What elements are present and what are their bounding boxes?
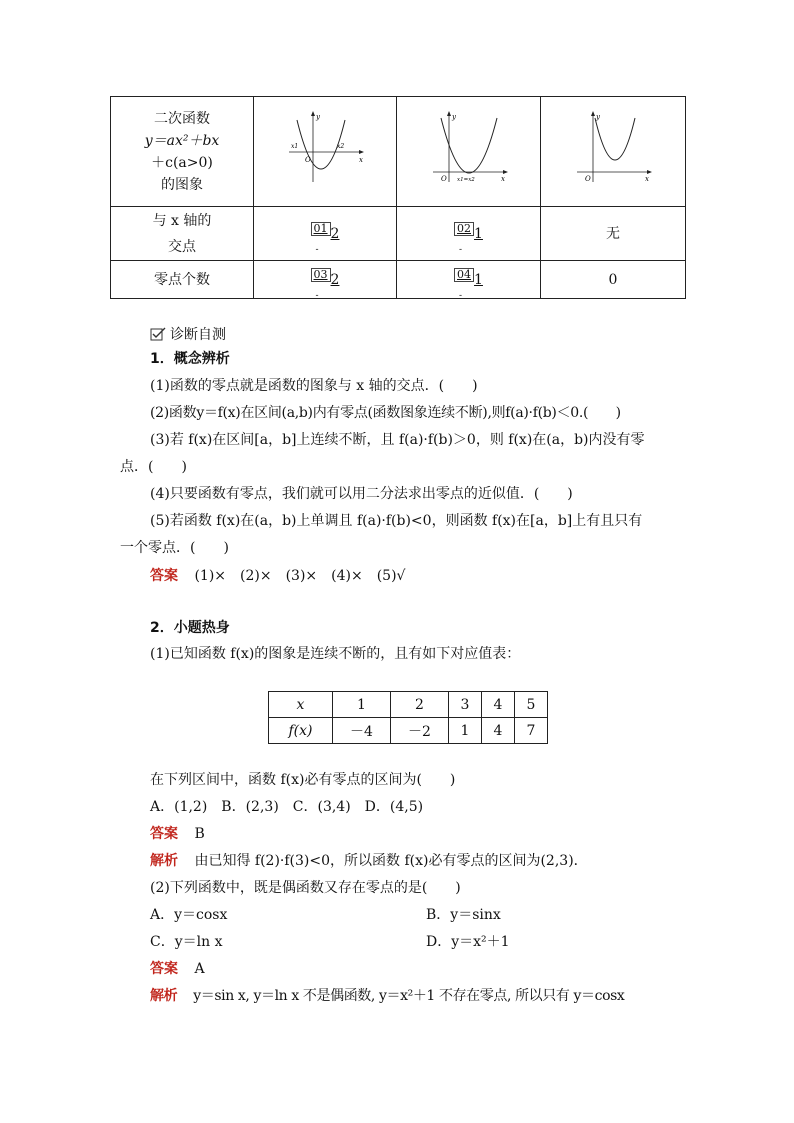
y-axis-label: y: [596, 113, 600, 121]
question-item: (4)只要函数有零点，我们就可以用二分法求出零点的近似值．( ): [150, 486, 573, 502]
y-axis-label: y: [451, 113, 456, 121]
origin-label: O: [305, 156, 311, 164]
question-title: 2．小题热身: [150, 620, 230, 636]
table-cell: 1: [333, 692, 391, 718]
origin-label: O: [440, 175, 447, 183]
x-axis-label: x: [359, 156, 363, 164]
blank-number-box: 02: [454, 222, 474, 236]
answer-text: B: [194, 826, 205, 842]
checkbox-pencil-icon: [150, 327, 166, 341]
blank-number-box: 04: [454, 268, 474, 282]
values-table: [268, 691, 548, 744]
question-stem: 在下列区间中，函数 f(x)必有零点的区间为( ): [150, 772, 456, 788]
table-cell: 4: [482, 692, 515, 718]
table-header-cell: f(x): [269, 718, 333, 744]
analysis-line: [150, 851, 588, 871]
table-row: [111, 207, 686, 261]
answer-label: 答案: [150, 961, 178, 977]
question-item: 一个零点．( ): [120, 540, 229, 556]
label-line: y＝ax²＋bx: [144, 132, 220, 149]
label-line: 与 x 轴的: [152, 212, 212, 229]
graph-cell: [397, 97, 541, 207]
section-header: [150, 325, 226, 345]
question-item: (2)函数y＝f(x)在区间(a,b)内有零点(函数图象连续不断),则f(a)·f(b)＜0.( ): [150, 405, 621, 421]
parabola-no-root-graph: [573, 110, 653, 184]
properties-table: [110, 96, 686, 299]
table-cell: 2: [391, 692, 449, 718]
answer-line: [150, 824, 205, 844]
table-row: [111, 97, 686, 207]
x-axis-label: x: [645, 175, 649, 183]
answer-line: [150, 959, 205, 979]
label-line: 零点个数: [154, 271, 210, 288]
table-cell: 1: [449, 718, 482, 744]
label-line: 的图象: [161, 176, 203, 193]
origin-label: O: [585, 175, 591, 183]
row-label: [111, 97, 254, 207]
analysis-text: y＝sin x, y＝ln x 不是偶函数, y＝x²＋1 不存在零点, 所以只有 y＝cosx: [193, 988, 625, 1004]
option-c: C．y＝ln x: [150, 934, 223, 950]
analysis-line: [150, 986, 624, 1006]
table-cell: －4: [333, 718, 391, 744]
parabola-one-root-graph: [429, 110, 509, 184]
question-item: (1)函数的零点就是函数的图象与 x 轴的交点．( ): [150, 378, 478, 394]
question-stem: (2)下列函数中，既是偶函数又存在零点的是( ): [150, 880, 461, 896]
table-row: [269, 692, 548, 718]
blank-answer: 1: [474, 271, 483, 288]
analysis-text: 由已知得 f(2)·f(3)<0，所以函数 f(x)必有零点的区间为(2,3)．: [194, 853, 588, 869]
table-header-cell: x: [269, 692, 333, 718]
question-item: (5)若函数 f(x)在(a，b)上单调且 f(a)·f(b)<0，则函数 f(x)在[a，b]上有且只有: [150, 513, 643, 529]
question-title: 1．概念辨析: [150, 351, 230, 367]
blank-answer: 2: [330, 271, 340, 288]
graph-cell: [254, 97, 397, 207]
parabola-two-roots-graph: [285, 110, 365, 184]
table-cell: 3: [449, 692, 482, 718]
row-label: [111, 207, 254, 261]
blank-answer: 1: [474, 225, 483, 242]
analysis-label: 解析: [150, 853, 178, 869]
blank-number-box: 01: [311, 222, 331, 236]
option-b: B．y＝sinx: [426, 907, 501, 923]
table-row: [111, 261, 686, 299]
question-options: A．(1,2) B．(2,3) C．(3,4) D．(4,5): [150, 799, 424, 815]
y-axis-label: y: [316, 113, 320, 121]
label-line: 交点: [168, 238, 196, 255]
x-axis-label: x: [500, 175, 505, 183]
answer-cell: 0: [541, 261, 686, 299]
answer-cell: 01 2 -: [254, 207, 397, 261]
question-item: (3)若 f(x)在区间[a，b]上连续不断，且 f(a)·f(b)＞0，则 f(x)在(a，b)内没有零: [150, 432, 645, 448]
graph-cell: [541, 97, 686, 207]
answer-line: [150, 566, 405, 586]
x1-x2-label: x1=x2: [456, 177, 475, 183]
analysis-label: 解析: [150, 988, 178, 1004]
answer-text: A: [194, 961, 205, 977]
blank-answer: 2: [330, 225, 340, 242]
answer-label: 答案: [150, 826, 178, 842]
section-title: 诊断自测: [170, 327, 226, 343]
option-a: A．y＝cosx: [150, 907, 228, 923]
x1-label: x1: [291, 143, 299, 150]
question-stem: (1)已知函数 f(x)的图象是连续不断的，且有如下对应值表：: [150, 646, 521, 662]
table-cell: －2: [391, 718, 449, 744]
question-item: 点．( ): [120, 459, 187, 475]
row-label: [111, 261, 254, 299]
table-cell: 4: [482, 718, 515, 744]
answer-label: 答案: [150, 568, 178, 584]
option-d: D．y＝x²＋1: [426, 934, 510, 950]
label-line: ＋c(a>0): [151, 154, 213, 171]
label-line: 二次函数: [154, 110, 210, 127]
answer-cell: 02 1 -: [397, 207, 541, 261]
table-cell: 5: [515, 692, 548, 718]
answer-cell: 03 2 -: [254, 261, 397, 299]
answer-cell: 无: [541, 207, 686, 261]
answer-text: (1)× (2)× (3)× (4)× (5)√: [194, 568, 406, 584]
table-row: [269, 718, 548, 744]
blank-number-box: 03: [311, 268, 331, 282]
answer-cell: 04 1 -: [397, 261, 541, 299]
table-cell: 7: [515, 718, 548, 744]
x2-label: x2: [337, 143, 345, 150]
